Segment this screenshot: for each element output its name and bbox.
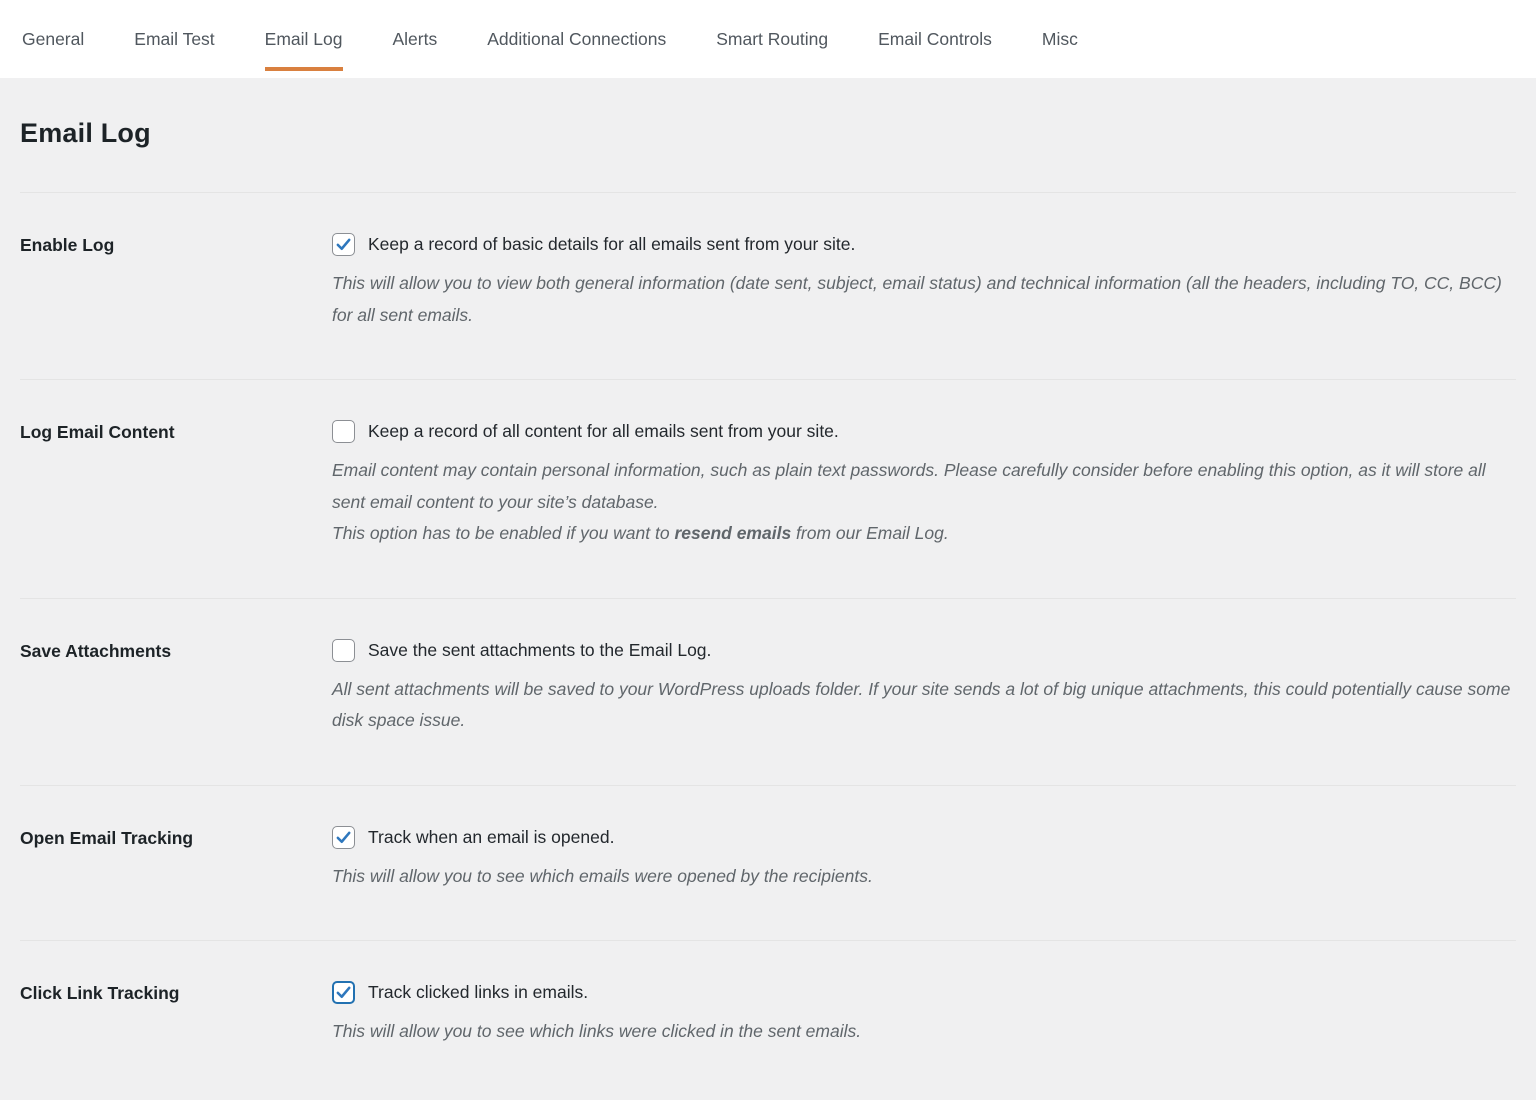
tab-email-log[interactable]: Email Log	[265, 0, 343, 78]
settings-content	[0, 118, 1536, 1096]
log-email-content-checkbox-label[interactable]: Keep a record of all content for all emails sent from your site.	[368, 421, 839, 441]
tab-email-controls[interactable]: Email Controls	[878, 28, 992, 49]
setting-row-open-email-tracking	[20, 785, 1516, 941]
setting-description: All sent attachments will be saved to your WordPress uploads folder. If your site sends a lot of big unique attachments, this could potentially cause some disk space issue.	[332, 678, 1511, 730]
save-attachments-checkbox-label[interactable]: Save the sent attachments to the Email Log.	[368, 639, 712, 660]
log-email-content-checkbox[interactable]	[332, 420, 355, 443]
setting-row-click-link-tracking	[20, 940, 1516, 1096]
open-email-tracking-checkbox[interactable]	[332, 826, 355, 849]
open-email-tracking-checkbox-label[interactable]: Track when an email is opened.	[368, 826, 615, 847]
setting-label: Log Email Content	[20, 422, 175, 442]
page-title: Email Log	[20, 118, 151, 148]
setting-label: Click Link Tracking	[20, 983, 180, 1003]
checkmark-icon	[335, 984, 352, 1001]
setting-row-save-attachments	[20, 598, 1516, 785]
save-attachments-checkbox[interactable]	[332, 639, 355, 662]
tab-alerts[interactable]: Alerts	[392, 28, 438, 49]
setting-description: This will allow you to view both general information (date sent, subject, email status) and technical information (all the headers, including TO, CC, BCC) for all sent emails.	[332, 273, 1502, 325]
resend-emails-emphasis: resend emails	[674, 523, 792, 543]
settings-tab-bar	[0, 0, 1536, 78]
tab-additional-connections[interactable]: Additional Connections	[487, 28, 667, 49]
setting-label: Enable Log	[20, 235, 115, 255]
enable-log-checkbox[interactable]	[332, 233, 355, 256]
setting-description-note: This option has to be enabled if you want to resend emails from our Email Log.	[332, 523, 949, 543]
checkmark-icon	[335, 829, 352, 846]
setting-description: This will allow you to see which emails were opened by the recipients.	[332, 865, 873, 886]
setting-description: This will allow you to see which links were clicked in the sent emails.	[332, 1021, 862, 1041]
tab-general[interactable]: General	[22, 28, 85, 49]
checkmark-icon	[335, 236, 352, 253]
setting-description: Email content may contain personal information, such as plain text passwords. Please carefully consider before enabling this option, as it will store all sent email content to your site’s database. This option has to be enabled if you want to resend emails from our Email Log.	[332, 455, 1514, 550]
click-link-tracking-checkbox-label[interactable]: Track clicked links in emails.	[368, 982, 589, 1002]
click-link-tracking-checkbox[interactable]	[332, 981, 355, 1004]
setting-row-log-email-content	[20, 379, 1516, 598]
enable-log-checkbox-label[interactable]: Keep a record of basic details for all emails sent from your site.	[368, 234, 856, 254]
setting-row-enable-log	[20, 192, 1516, 379]
setting-label: Open Email Tracking	[20, 827, 194, 848]
setting-label: Save Attachments	[20, 640, 172, 661]
tab-smart-routing[interactable]: Smart Routing	[716, 28, 829, 49]
tab-email-test[interactable]: Email Test	[134, 28, 215, 49]
tab-misc[interactable]: Misc	[1041, 28, 1078, 49]
